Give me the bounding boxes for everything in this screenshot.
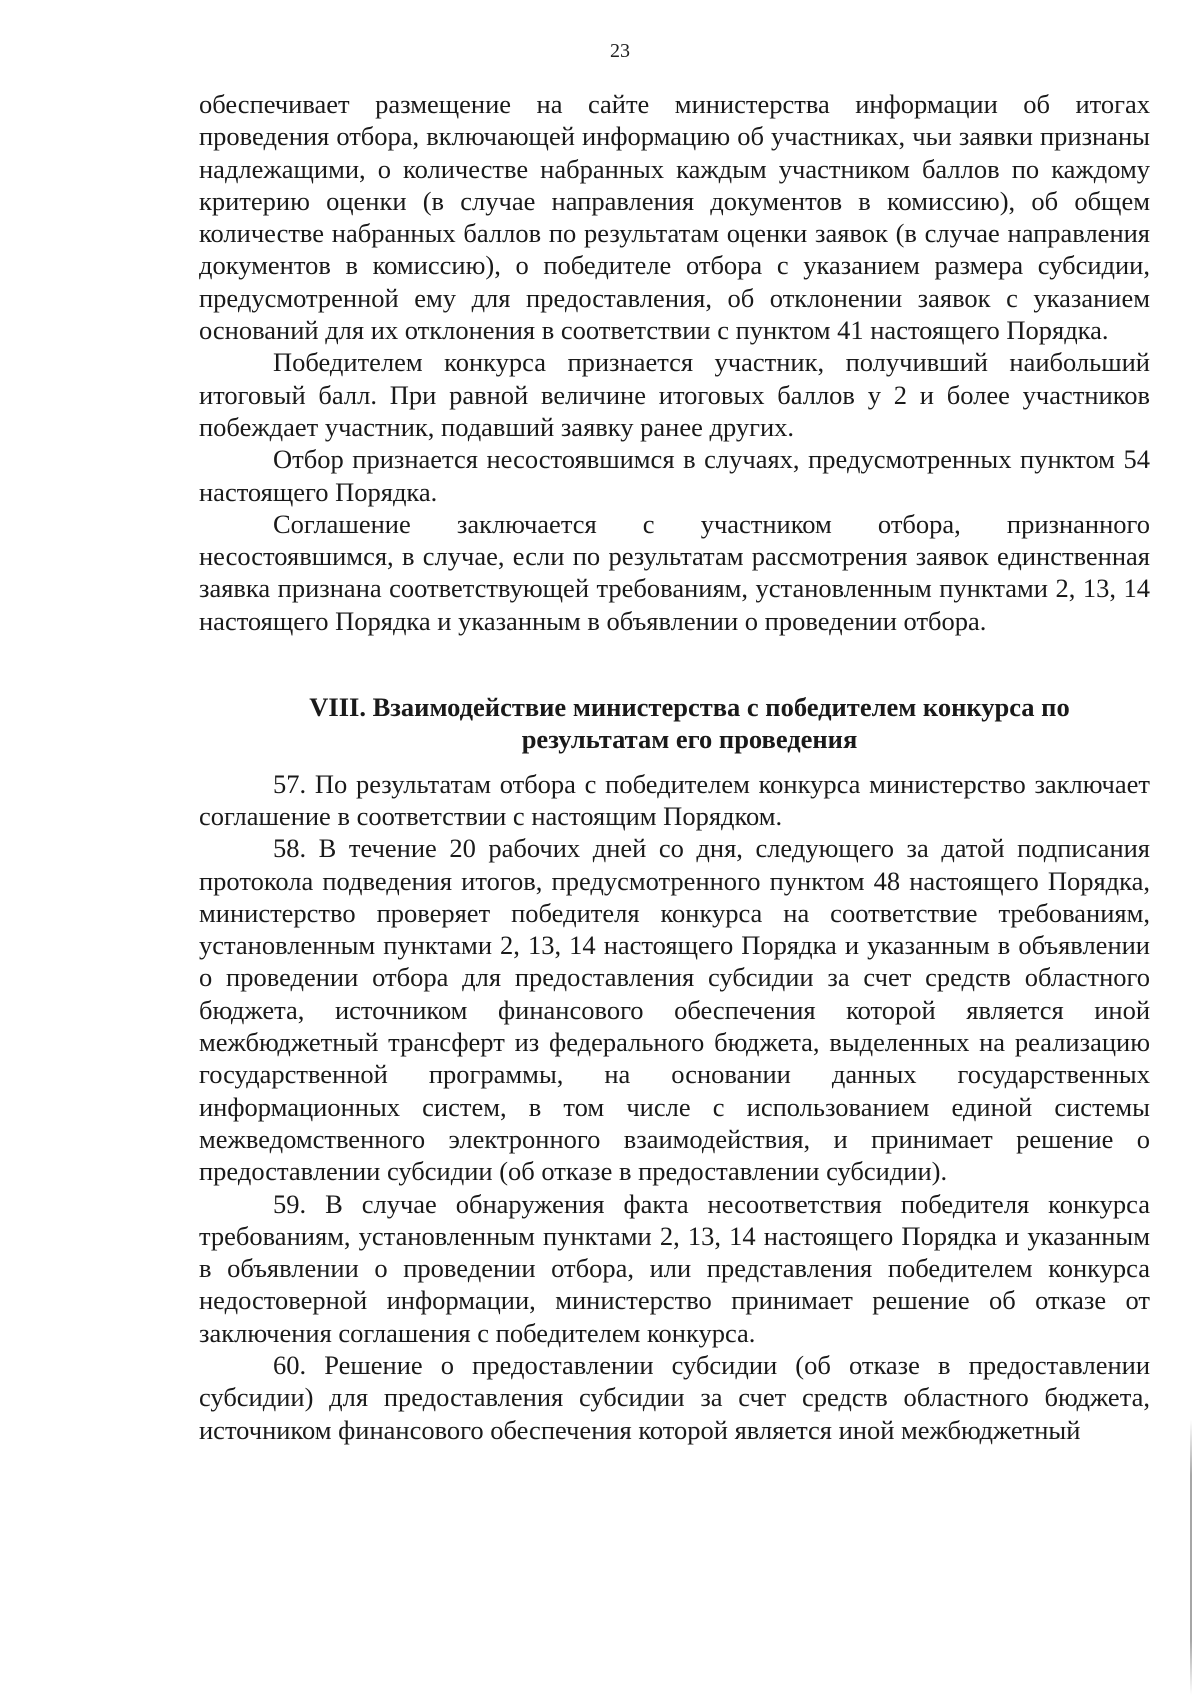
- document-body: [199, 88, 1150, 1446]
- paragraph-continued: обеспечивает размещение на сайте министерства информации об итогах проведения отбора, включающей информацию об участниках, чьи заявки признаны надлежащими, о количестве набранных каждым участником баллов по каждому критерию оценки (в случае направления документов в комиссию), об общем количестве набранных баллов по результатам оценки заявок (в случае направления документов в комиссию), о победителе отбора с указанием размера субсидии, предусмотренной ему для предоставления, об отклонении заявок с указанием оснований для их отклонения в соответствии с пунктом 41 настоящего Порядка.: [199, 89, 1150, 346]
- paragraph-agreement-single-bid: Соглашение заключается с участником отбора, признанного несостоявшимся, в случае, если по результатам рассмотрения заявок единственная заявка признана соответствующей требованиям, установленным пунктами 2, 13, 14 настоящего Порядка и указанным в объявлении о проведении отбора.: [199, 508, 1150, 636]
- scan-edge-line: [1190, 1420, 1192, 1695]
- page-number: 23: [610, 40, 630, 62]
- paragraph-59: 59. В случае обнаружения факта несоответствия победителя конкурса требованиям, установленным пунктами 2, 13, 14 настоящего Порядка и указанным в объявлении о проведении отбора, или представления победителем конкурса недостоверной информации, министерство принимает решение об отказе от заключения соглашения с победителем конкурса.: [199, 1188, 1150, 1348]
- section-heading: [199, 691, 1150, 756]
- paragraph-57: 57. По результатам отбора с победителем конкурса министерство заключает соглашение в соответствии с настоящим Порядком.: [199, 768, 1150, 831]
- paragraph-winner-criteria: Победителем конкурса признается участник, получивший наибольший итоговый балл. При равной величине итоговых баллов у 2 и более участников побеждает участник, подавший заявку ранее других.: [199, 347, 1150, 442]
- section-heading-line-2: результатам его проведения: [521, 724, 858, 755]
- paragraph-selection-failed: Отбор признается несостоявшимся в случаях, предусмотренных пунктом 54 настоящего Порядка.: [199, 444, 1150, 507]
- section-heading-line-1: VIII. Взаимодействие министерства с победителем конкурса по: [309, 692, 1070, 723]
- paragraph-60: 60. Решение о предоставлении субсидии (об отказе в предоставлении субсидии) для предоставления субсидии за счет средств областного бюджета, источником финансового обеспечения которой является иной межбюджетный: [199, 1349, 1150, 1445]
- paragraph-58: 58. В течение 20 рабочих дней со дня, следующего за датой подписания протокола подведения итогов, предусмотренного пунктом 48 настоящего Порядка, министерство проверяет победителя конкурса на соответствие требованиям, установленным пунктами 2, 13, 14 настоящего Порядка и указанным в объявлении о проведении отбора для предоставления субсидии за счет средств областного бюджета, источником финансового обеспечения которой является иной межбюджетный трансферт из федерального бюджета, выделенных на реализацию государственной программы, на основании данных государственных информационных систем, в том числе с использованием единой системы межведомственного электронного взаимодействия, и принимает решение о предоставлении субсидии (об отказе в предоставлении субсидии).: [199, 833, 1150, 1187]
